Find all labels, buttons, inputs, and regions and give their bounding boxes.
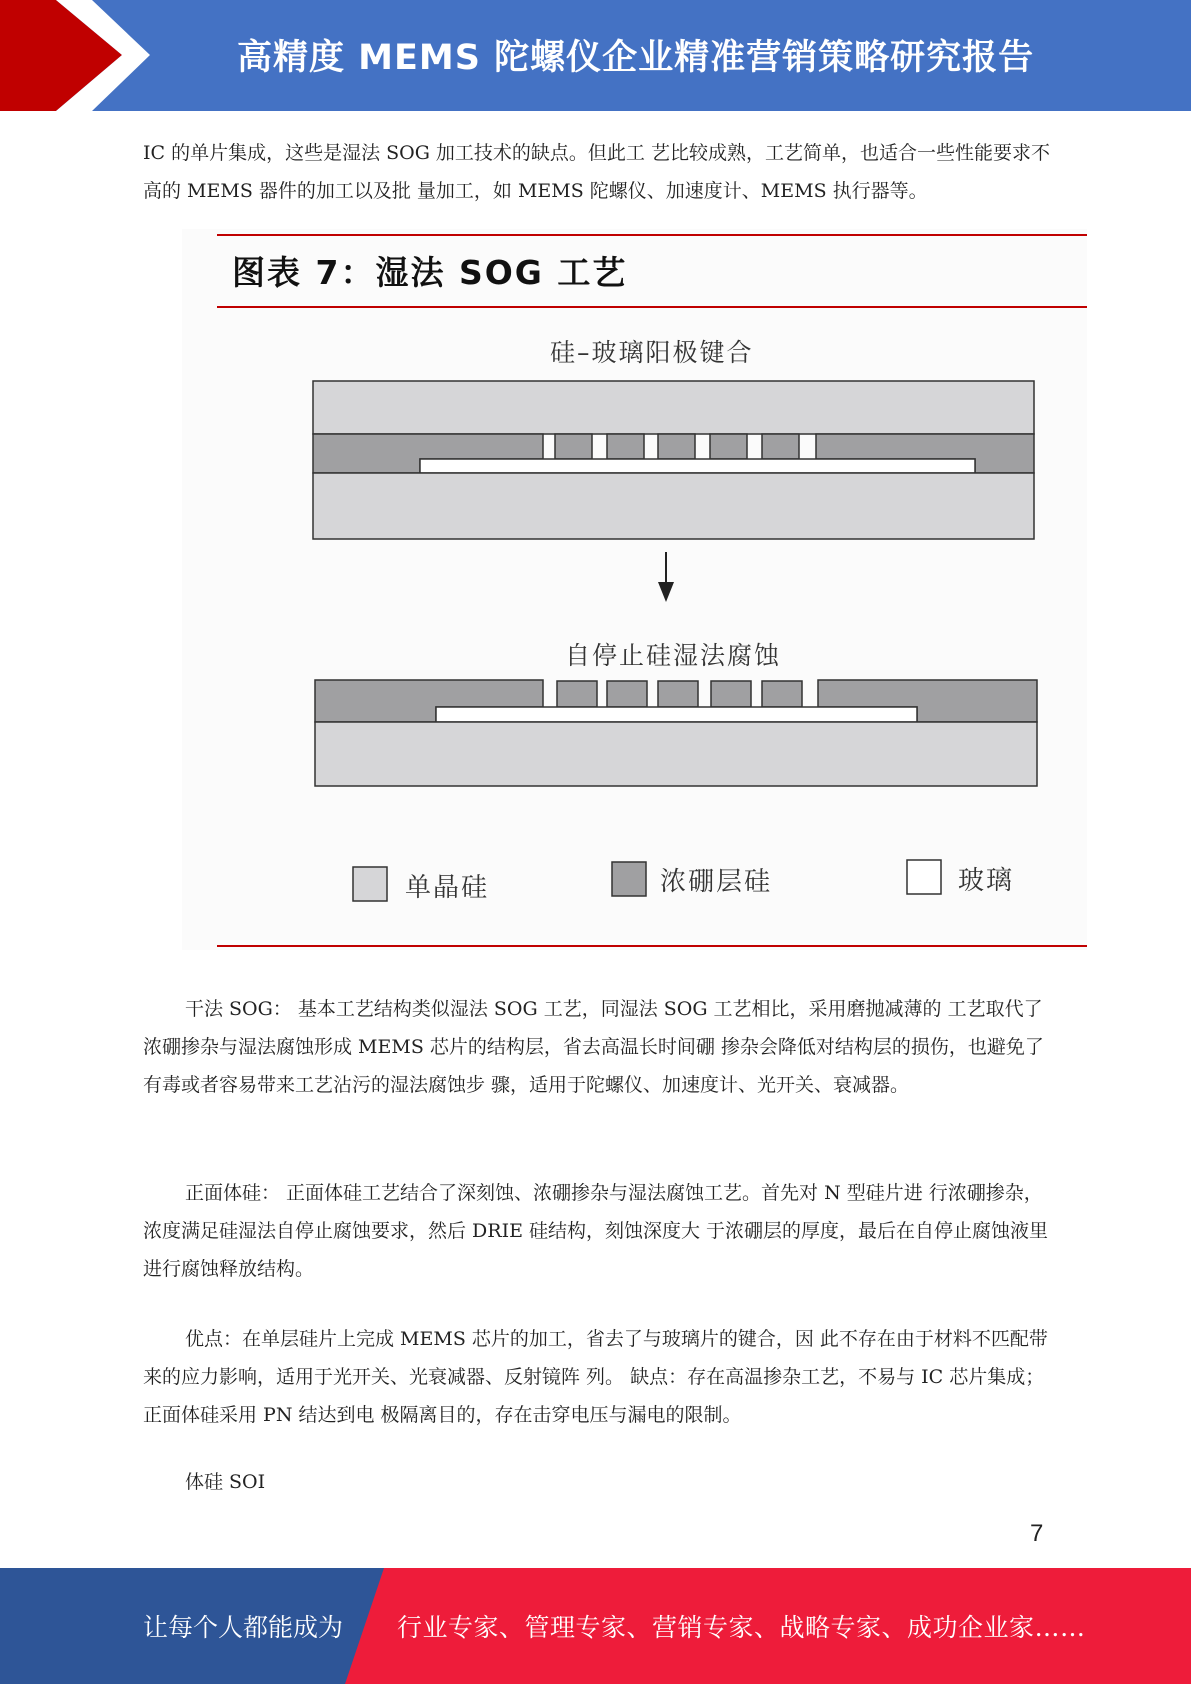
footer-slogan-left: 让每个人都能成为 — [143, 1613, 344, 1642]
report-title: 高精度 MEMS 陀螺仪企业精准营销策略研究报告 — [237, 38, 1035, 78]
paragraph-front-bulk-si: 正面体硅： 正面体硅工艺结合了深刻蚀、浓硼掺杂与湿法腐蚀工艺。首先对 N 型硅片进 行浓硼掺杂，浓度满足硅湿法自停止腐蚀要求，然后 DRIE 硅结构，刻蚀深度大 于浓硼层的厚度，最后在自停止腐蚀液里进行腐蚀释放结构。 — [143, 1182, 1049, 1280]
boron-finger — [555, 434, 592, 459]
figure-title: 图表 7：湿法 SOG 工艺 — [232, 253, 628, 292]
process-arrow-icon — [658, 552, 674, 602]
paragraph-dry-sog: 干法 SOG： 基本工艺结构类似湿法 SOG 工艺，同湿法 SOG 工艺相比，采用磨抛减薄的 工艺取代了浓硼掺杂与湿法腐蚀形成 MEMS 芯片的结构层，省去高温长时间硼 掺杂会降低对结构层的损伤，也避免了有毒或者容易带来工艺沾污的湿法腐蚀步 骤，适用于陀螺仪、加速度计、光开关、衰减器。 — [143, 998, 1044, 1096]
legend-swatch-glass — [907, 860, 941, 894]
glass-recess — [436, 707, 917, 722]
boron-finger — [607, 434, 644, 459]
diagram-wet-etch — [315, 680, 1037, 786]
boron-finger — [658, 434, 695, 459]
glass-cavity — [420, 459, 975, 473]
released-finger — [711, 681, 751, 707]
glass-substrate-bottom — [315, 722, 1037, 786]
page-number: 7 — [1030, 1520, 1044, 1547]
page-footer — [0, 1568, 1191, 1684]
legend-label-boron-si: 浓硼层硅 — [660, 867, 773, 897]
footer-slogan-right: 行业专家、管理专家、营销专家、战略专家、成功企业家…… — [397, 1613, 1086, 1642]
legend-swatch-single-crystal-si — [353, 867, 387, 901]
paragraph-pros-cons: 优点：在单层硅片上完成 MEMS 芯片的加工，省去了与玻璃片的键合，因 此不存在由于材料不匹配带来的应力影响，适用于光开关、光衰减器、反射镜阵 列。 缺点：存在高温掺杂工艺，不易与 IC 芯片集成；正面体硅采用 PN 结达到电 极隔离目的，存在击穿电压与漏电的限制。 — [143, 1328, 1048, 1426]
top-silicon-layer — [313, 381, 1034, 434]
label-wet-etch: 自停止硅湿法腐蚀 — [565, 641, 782, 670]
released-finger — [658, 681, 698, 707]
legend-label-glass: 玻璃 — [958, 866, 1015, 896]
legend-swatch-boron-si — [612, 862, 646, 896]
released-finger — [607, 681, 647, 707]
legend-label-single-crystal-si: 单晶硅 — [405, 873, 490, 903]
released-finger — [557, 681, 597, 707]
label-anodic-bonding: 硅–玻璃阳极键合 — [550, 338, 754, 367]
diagram-anodic-bonding — [313, 381, 1034, 539]
boron-finger — [762, 434, 799, 459]
glass-substrate — [313, 473, 1034, 539]
paragraph-bulk-soi: 体硅 SOI — [185, 1471, 266, 1493]
boron-finger — [710, 434, 747, 459]
released-finger — [762, 681, 802, 707]
paragraph-wet-sog-drawbacks: IC 的单片集成，这些是湿法 SOG 加工技术的缺点。但此工 艺比较成熟，工艺简单，也适合一些性能要求不高的 MEMS 器件的加工以及批 量加工，如 MEMS 陀螺仪、加速度计、MEMS 执行器等。 — [143, 142, 1050, 202]
